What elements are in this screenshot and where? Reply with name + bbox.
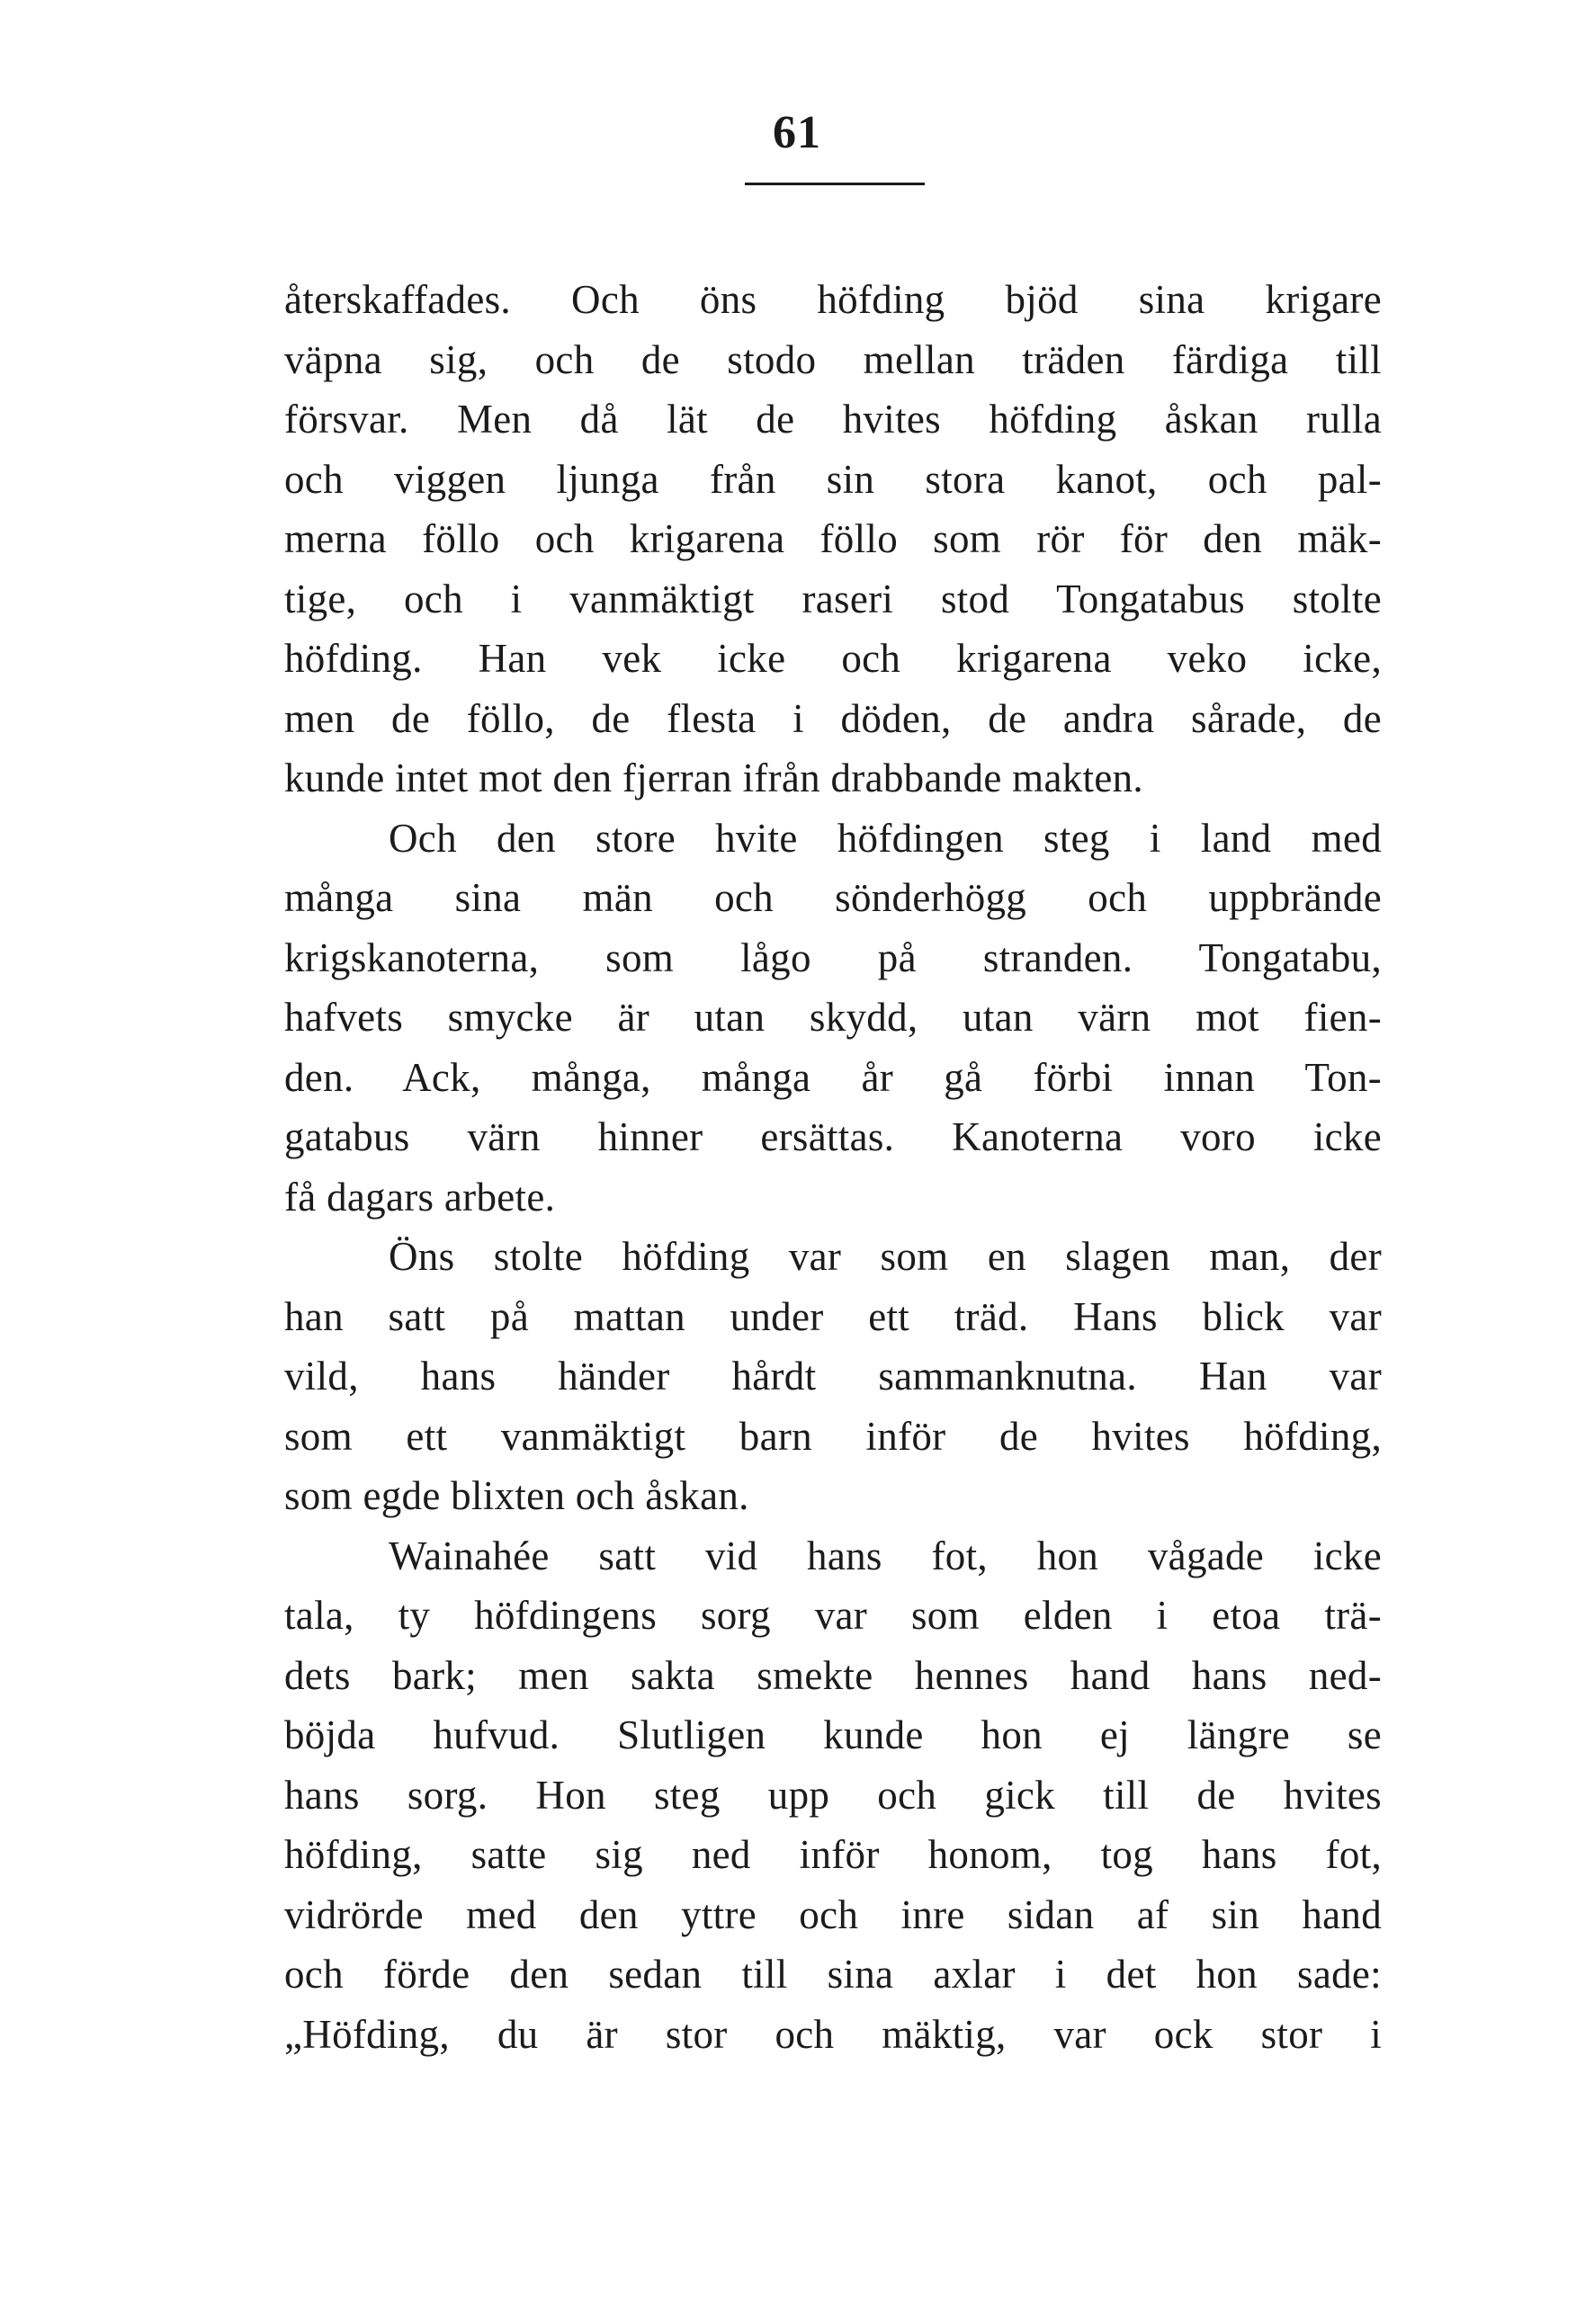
text-line: få dagars arbete. xyxy=(284,1174,556,1220)
text-line: och förde den sedan till sina axlar i det hon sade: xyxy=(284,1952,1382,1997)
text-line: vidrörde med den yttre och inre sidan af sin hand xyxy=(284,1891,1382,1937)
text-line: men de föllo, de flesta i döden, de andra sårade, de xyxy=(284,695,1382,741)
text-line: kunde intet mot den fjerran ifrån drabbande makten. xyxy=(284,755,1143,800)
text-line: försvar. Men då lät de hvites höfding åskan rulla xyxy=(284,397,1382,442)
text-line: han satt på mattan under ett träd. Hans blick var xyxy=(284,1293,1382,1339)
page-number: 61 xyxy=(773,107,821,158)
text-line: återskaffades. Och öns höfding bjöd sina krigare xyxy=(284,277,1382,322)
text-line: väpna sig, och de stodo mellan träden färdiga till xyxy=(284,336,1382,382)
text-line: som ett vanmäktigt barn inför de hvites höfding, xyxy=(284,1413,1382,1459)
body-text xyxy=(284,270,1382,2064)
text-line: merna föllo och krigarena föllo som rör för den mäk- xyxy=(284,516,1382,561)
text-line: dets bark; men sakta smekte hennes hand hans ned- xyxy=(284,1652,1382,1698)
text-line: höfding, satte sig ned inför honom, tog hans fot, xyxy=(284,1832,1382,1877)
text-line: tala, ty höfdingens sorg var som elden i etoa trä- xyxy=(284,1593,1382,1638)
text-line: många sina män och sönderhögg och uppbrände xyxy=(284,875,1382,920)
text-line: vild, hans händer hårdt sammanknutna. Han var xyxy=(284,1354,1382,1399)
text-line: gatabus värn hinner ersättas. Kanoterna voro icke xyxy=(284,1114,1382,1159)
text-line: den. Ack, många, många år gå förbi innan Ton- xyxy=(284,1054,1382,1100)
text-line: hafvets smycke är utan skydd, utan värn mot fien- xyxy=(284,995,1382,1040)
text-line: som egde blixten och åskan. xyxy=(284,1473,749,1518)
text-line: Öns stolte höfding var som en slagen man, der xyxy=(389,1234,1382,1279)
text-line: och viggen ljunga från sin stora kanot, och pal- xyxy=(284,456,1382,502)
text-line: Och den store hvite höfdingen steg i land med xyxy=(389,815,1382,861)
text-line: höfding. Han vek icke och krigarena veko icke, xyxy=(284,636,1382,681)
text-line: krigskanoterna, som lågo på stranden. Tongatabu, xyxy=(284,934,1382,980)
text-line: tige, och i vanmäktigt raseri stod Tongatabus stolte xyxy=(284,576,1382,621)
text-line: hans sorg. Hon steg upp och gick till de hvites xyxy=(284,1772,1382,1818)
header-rule xyxy=(745,183,925,185)
text-line: „Höfding, du är stor och mäktig, var ock stor i xyxy=(284,2011,1382,2057)
text-line: Wainahée satt vid hans fot, hon vågade icke xyxy=(389,1533,1382,1578)
text-line: böjda hufvud. Slutligen kunde hon ej längre se xyxy=(284,1712,1382,1757)
